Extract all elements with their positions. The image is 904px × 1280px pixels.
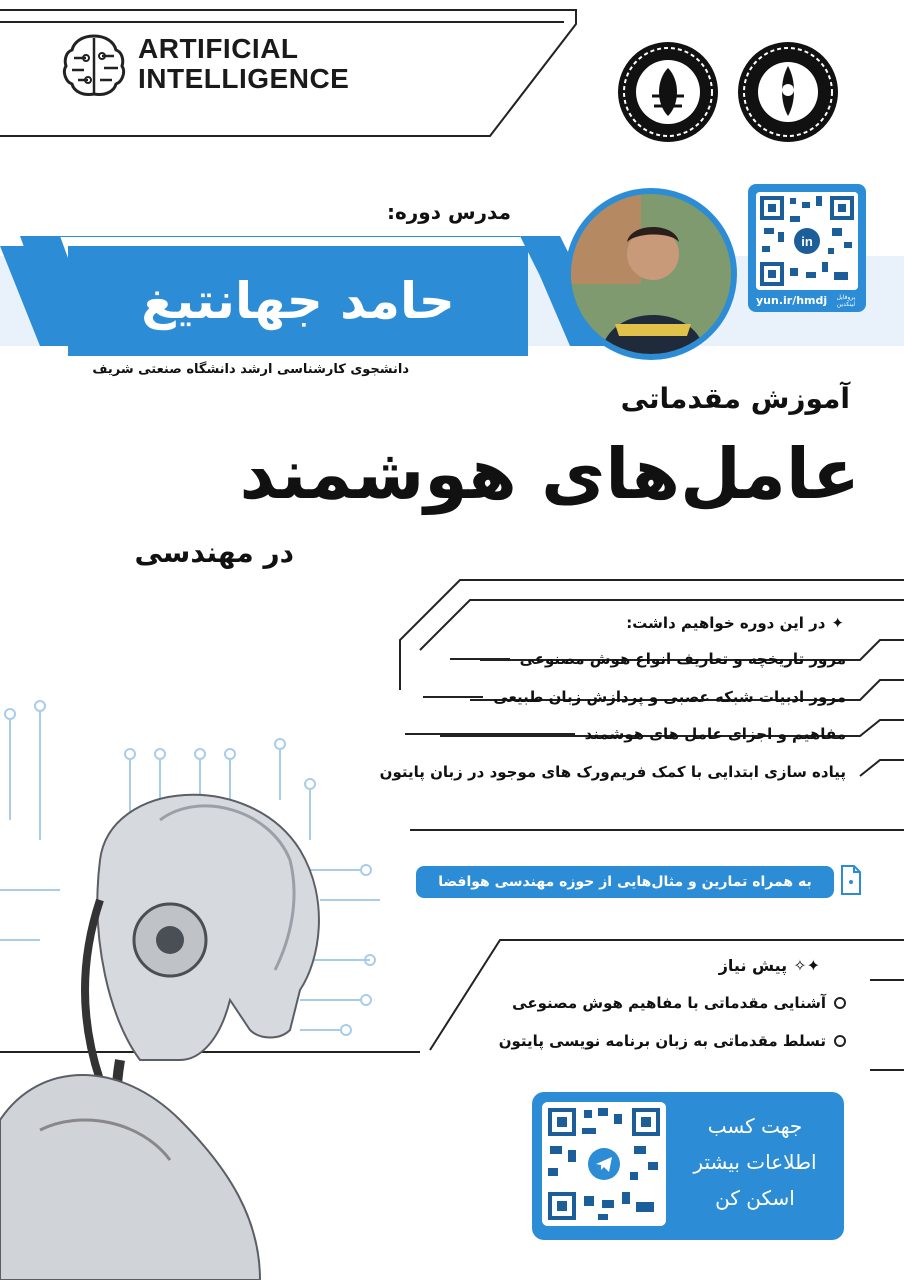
instructor-name-box bbox=[68, 246, 528, 356]
topic-item bbox=[405, 725, 846, 743]
scan-line2: اطلاعات بیشتر bbox=[693, 1150, 817, 1174]
instructor-portrait-image bbox=[571, 194, 731, 354]
brand-line1: ARTIFICIAL bbox=[138, 33, 299, 64]
brand-title bbox=[138, 34, 349, 94]
course-posttitle: در مهندسی bbox=[134, 536, 294, 569]
exercises-banner-text: به همراه تمارین و مثال‌هایی از حوزه مهندسی هوافضا bbox=[438, 874, 812, 890]
course-title: عامل‌های هوشمند bbox=[239, 433, 860, 515]
prereq-item bbox=[512, 994, 846, 1012]
linkedin-label: پروفایل لینکدین bbox=[836, 294, 856, 308]
topic-dash bbox=[423, 696, 483, 698]
prereq-item-text: تسلط مقدماتی به زبان برنامه نویسی پایتون bbox=[498, 1032, 826, 1050]
course-pretitle: آموزش مقدماتی bbox=[620, 382, 850, 415]
topics-heading-text: در این دوره خواهیم داشت: bbox=[626, 614, 826, 632]
prereq-heading bbox=[719, 956, 820, 975]
sparkle-icon: ✦ bbox=[831, 614, 844, 632]
instructor-subtitle: دانشجوی کارشناسی ارشد دانشگاه صنعتی شریف bbox=[92, 362, 409, 377]
brain-circuit-icon bbox=[58, 30, 130, 102]
document-icon bbox=[840, 864, 862, 896]
topic-item-text: مرور تاریخچه و تعاریف انواع هوش مصنوعی bbox=[519, 650, 846, 668]
topic-item bbox=[380, 763, 846, 781]
scan-text bbox=[680, 1108, 830, 1216]
telegram-qr-code[interactable] bbox=[542, 1102, 666, 1226]
exercises-banner bbox=[416, 866, 834, 898]
topic-item bbox=[423, 688, 846, 706]
scan-line1: جهت کسب bbox=[707, 1114, 803, 1138]
prereq-item bbox=[499, 1032, 846, 1050]
scan-line3: اسکن کن bbox=[715, 1186, 795, 1210]
circle-bullet-icon bbox=[834, 1035, 846, 1047]
robot-head-illustration bbox=[0, 700, 380, 1280]
svg-text:in: in bbox=[801, 234, 813, 249]
topic-item bbox=[450, 650, 846, 668]
instructor-name: حامد جهانتیغ bbox=[141, 272, 455, 330]
prereq-item-text: آشنایی مقدماتی با مفاهیم هوش مصنوعی bbox=[512, 994, 826, 1012]
topic-item-text: مفاهیم و اجزای عامل های هوشمند bbox=[584, 725, 846, 743]
linkedin-qr-code[interactable] bbox=[756, 192, 858, 290]
topics-heading bbox=[626, 614, 844, 632]
topic-item-text: پیاده سازی ابتدایی با کمک فریم‌ورک های موجود در زبان پایتون bbox=[379, 763, 846, 781]
university-seal-logo bbox=[616, 40, 720, 144]
instructor-label: مدرس دوره: bbox=[386, 200, 511, 224]
linkedin-url[interactable]: yun.ir/hmdj bbox=[756, 294, 828, 307]
topic-item-text: مرور ادبیات شبکه عصبی و پردازش زبان طبیعی bbox=[493, 688, 846, 706]
sparkle-icon: ✦✧ bbox=[793, 956, 820, 975]
prereq-heading-text: پیش نیاز bbox=[718, 956, 788, 975]
circle-bullet-icon bbox=[834, 997, 846, 1009]
topic-dash bbox=[450, 658, 510, 660]
topic-dash bbox=[405, 733, 575, 735]
association-seal-logo bbox=[736, 40, 840, 144]
brand-line2: INTELLIGENCE bbox=[138, 63, 350, 94]
instructor-photo bbox=[565, 188, 737, 360]
